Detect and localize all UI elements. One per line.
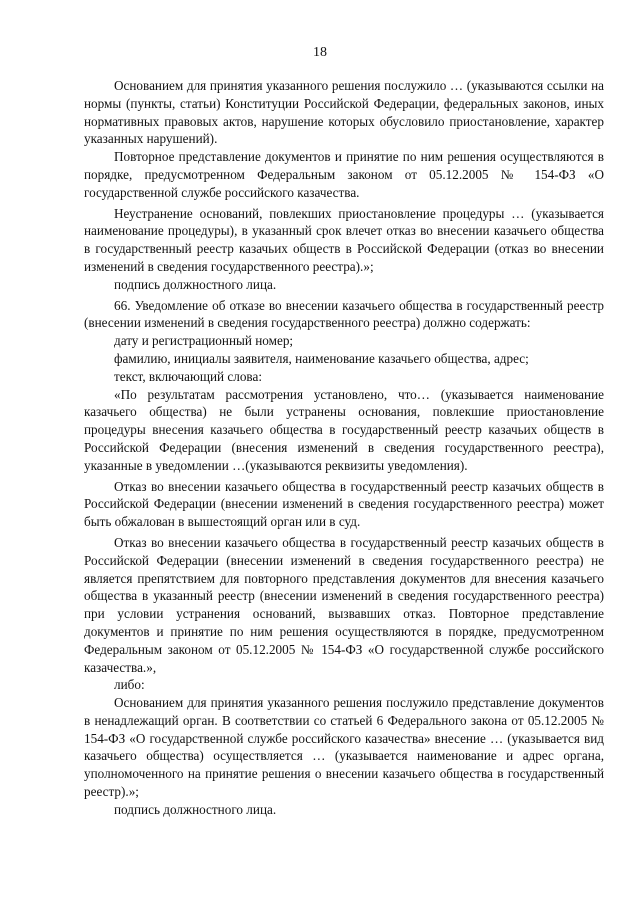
paragraph-grounds-for-suspension: Основанием для принятия указанного решения послужило … (указываются ссылки на нормы (пункты, статьи) Конституции Российской Федерации, федеральных законов, иных нормативных правовых актов, нарушение которых обусловило приостановление, характер указанных нарушений). <box>84 78 604 147</box>
document-body <box>84 77 604 819</box>
paragraph-not-an-obstacle: Отказ во внесении казачьего общества в государственный реестр казачьих обществ в Российской Федерации (внесении изменений в сведения государственного реестра) не является препятствием для повторного представления документов для внесения казачьего общества в указанный реестр (внесении изменений в сведения государственного реестра) при условии устранения оснований, вызвавших отказ. Повторное представление документов и принятие по ним решения осуществляются в порядке, предусмотренном Федеральным законом от 05.12.2005 № 154-ФЗ «О государственной службе российского казачества.», <box>84 534 604 675</box>
paragraph-improper-body: Основанием для принятия указанного решения послужило представление документов в ненадлежащий орган. В соответствии со статьей 6 Федерального закона от 05.12.2005 № 154-ФЗ «О государственной службе российского казачества» внесение … (указывается вид казачьего общества) осуществляется … (указывается наименование и адрес органа, уполномоченного на принятие решения о внесении казачьего общества в государственный реестр).»; <box>84 695 604 800</box>
paragraph-or: либо: <box>114 677 145 693</box>
list-item-date-number: дату и регистрационный номер; <box>114 333 294 349</box>
paragraph-review-results: «По результатам рассмотрения установлено, что… (указывается наименование казачьего общества) не были устранены основания, повлекшие приостановление процедуры внесения казачьего общества в государственный реестр казачьих обществ в Российской Федерации (внесения изменений в сведения государственного реестра), указанные в уведомлении …(указываются реквизиты уведомления). <box>84 386 604 473</box>
paragraph-failure-to-remedy: Неустранение оснований, повлекших приостановление процедуры … (указывается наименование процедуры), в указанный срок влечет отказ во внесении казачьего общества в государственный реестр казачьих обществ в Российской Федерации (отказ во внесении изменений в сведения государственного реестра).»; <box>84 205 604 274</box>
paragraph-appeal: Отказ во внесении казачьего общества в государственный реестр казачьих обществ в Российской Федерации (внесении изменений в сведения государственного реестра) может быть обжалован в вышестоящий орган или в суд. <box>84 478 604 530</box>
page-number: 18 <box>313 45 327 60</box>
paragraph-official-signature: подпись должностного лица. <box>114 276 277 292</box>
list-item-text-words: текст, включающий слова: <box>114 368 262 384</box>
paragraph-resubmission: Повторное представление документов и принятие по ним решения осуществляются в порядке, предусмотренном Федеральным законом от 05.12.2005 № 154-ФЗ «О государственной службе российского казачества. <box>84 149 604 200</box>
paragraph-item-66: 66. Уведомление об отказе во внесении казачьего общества в государственный реестр (внесении изменений в сведения государственного реестра) должно содержать: <box>84 297 604 331</box>
paragraph-official-signature-2: подпись должностного лица. <box>114 801 277 817</box>
list-item-applicant: фамилию, инициалы заявителя, наименование казачьего общества, адрес; <box>114 350 529 366</box>
